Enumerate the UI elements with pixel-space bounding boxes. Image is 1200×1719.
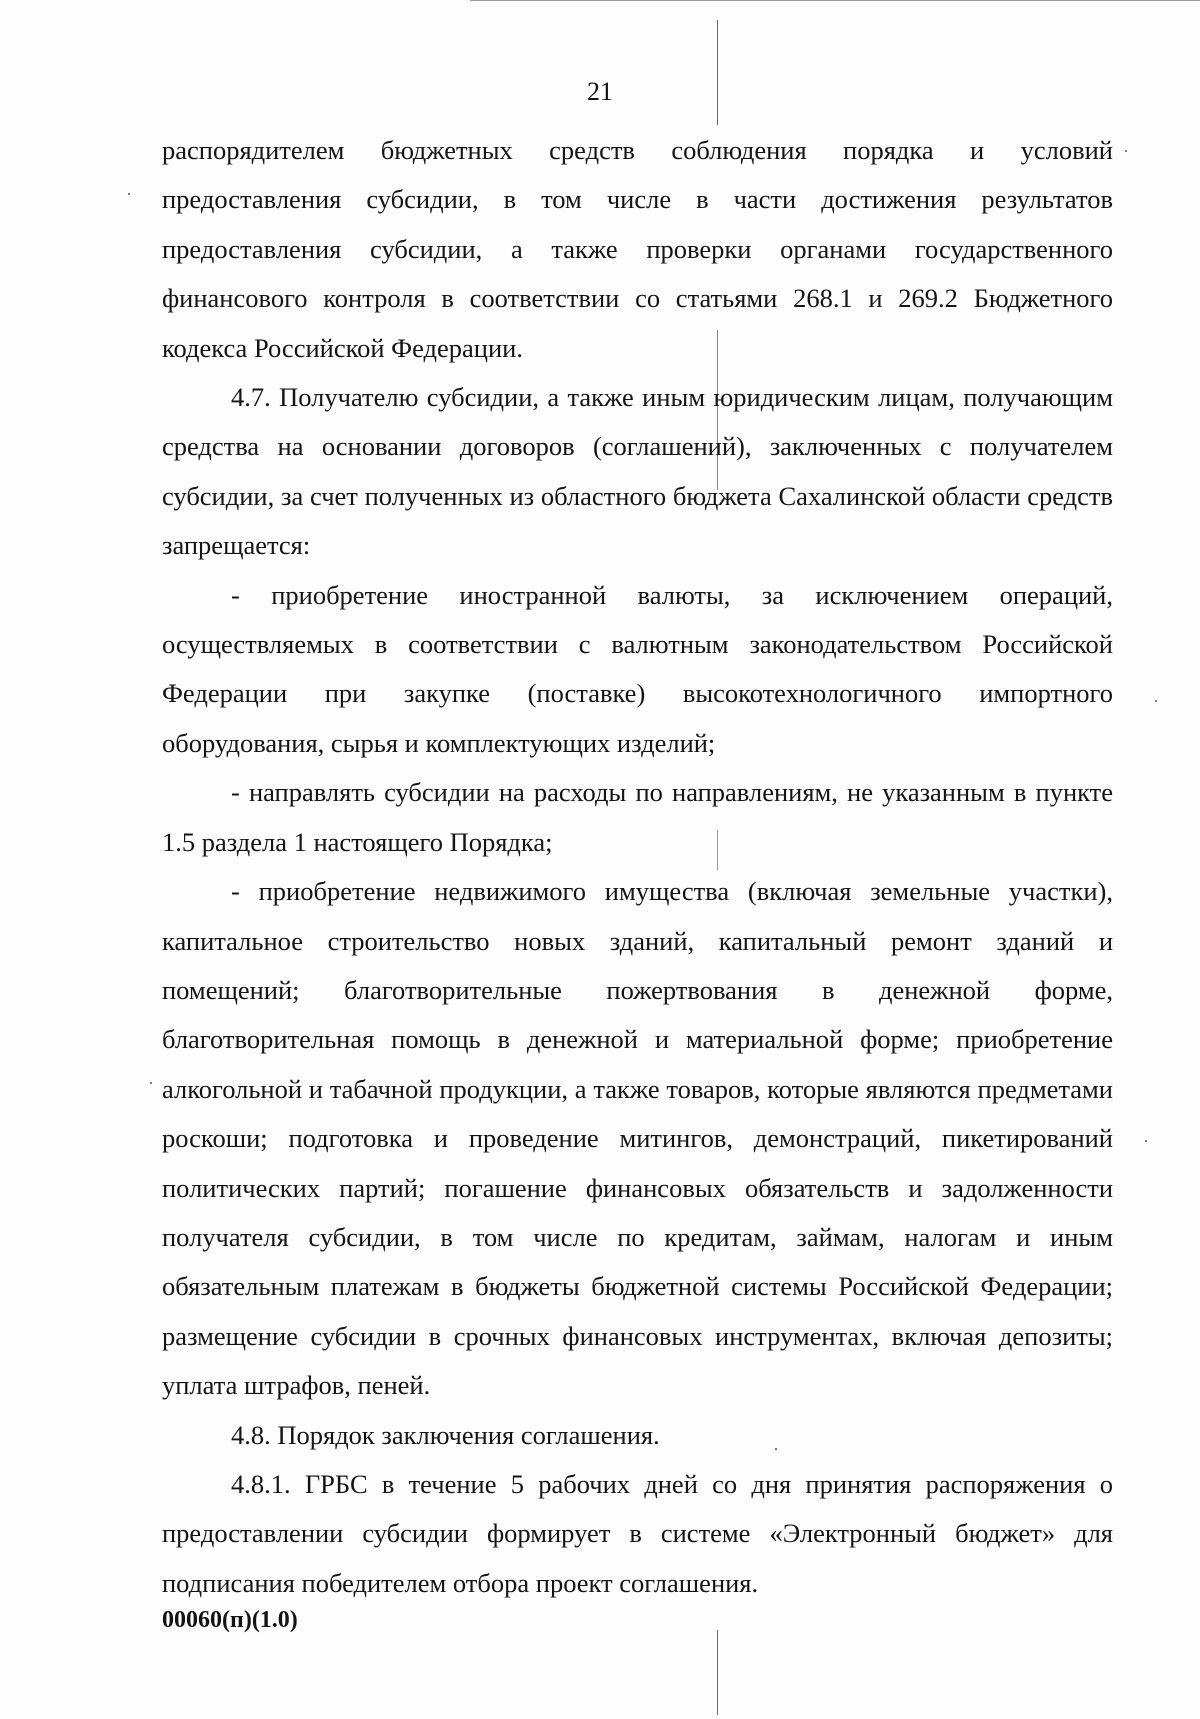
paragraph-4-7: 4.7. Получателю субсидии, а также иным юридическим лицам, получающим средства на основании договоров (соглашений), заключенных с получателем субсидии, за счет полученных из областного бюджета Сахалинской области средств запрещается: xyxy=(162,382,1113,561)
page-number: 21 xyxy=(587,77,613,106)
list-item-expenses: - направлять субсидии на расходы по направлениям, не указанным в пункте 1.5 раздела 1 настоящего Порядка; xyxy=(162,777,1113,857)
paragraph-4-8: 4.8. Порядок заключения соглашения. xyxy=(231,1419,660,1450)
document-body xyxy=(162,126,1113,1608)
scan-speck xyxy=(128,193,130,195)
list-item-property: - приобретение недвижимого имущества (включая земельные участки), капитальное строительство новых зданий, капитальный ремонт зданий и помещений; благотворительные пожертвования в денежной форме, благотворительная помощь в денежной и материальной форме; приобретение алкогольной и табачной продукции, а также товаров, которые являются предметами роскоши; подготовка и проведение митингов, демонстраций, пикетирований политических партий; погашение финансовых обязательств и задолженности получателя субсидии, в том числе по кредитам, займам, налогам и иным обязательным платежам в бюджеты бюджетной системы Российской Федерации; размещение субсидии в срочных финансовых инструментах, включая депозиты; уплата штрафов, пеней. xyxy=(162,876,1113,1401)
scan-artifact-line xyxy=(717,1630,718,1715)
scan-speck xyxy=(150,1082,152,1084)
paragraph-4-8-1: 4.8.1. ГРБС в течение 5 рабочих дней со дня принятия распоряжения о предоставлении субсидии формирует в системе «Электронный бюджет» для подписания победителем отбора проект соглашения. xyxy=(162,1468,1113,1598)
list-item-currency: - приобретение иностранной валюты, за исключением операций, осуществляемых в соответствии с валютным законодательством Российской Федерации при закупке (поставке) высокотехнологичного импортного оборудования, сырья и комплектующих изделий; xyxy=(162,579,1113,758)
document-code: 00060(п)(1.0) xyxy=(162,1607,298,1633)
scan-speck xyxy=(1155,700,1157,702)
scan-speck xyxy=(1125,150,1127,152)
paragraph-continuation: распорядителем бюджетных средств соблюдения порядка и условий предоставления субсидии, в том числе в части достижения результатов предоставления субсидии, а также проверки органами государственного финансового контроля в соответствии со статьями 268.1 и 269.2 Бюджетного кодекса Российской Федерации. xyxy=(162,135,1113,363)
scan-top-edge xyxy=(470,0,1200,1)
scan-speck xyxy=(1145,1140,1147,1142)
